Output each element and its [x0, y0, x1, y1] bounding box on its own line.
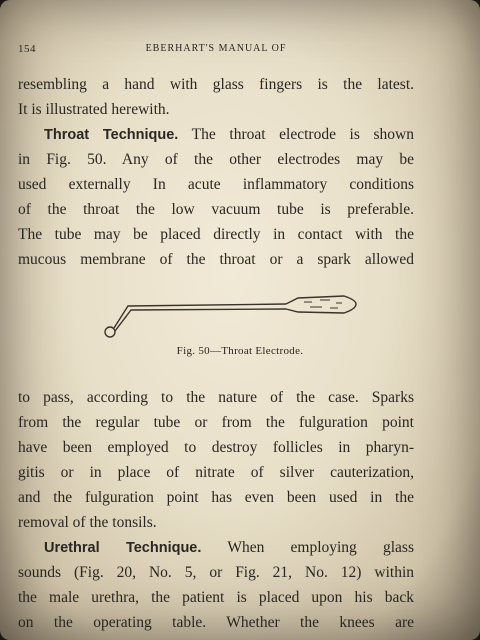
text-line: from the regular tube or from the fulguration point: [18, 414, 414, 431]
electrode-handle: [286, 296, 356, 313]
throat-technique-heading: Throat Technique.: [44, 127, 179, 143]
urethral-technique-heading: Urethral Technique.: [44, 540, 202, 556]
text-fragment: The throat electrode is shown: [178, 126, 414, 143]
running-head-title: EBERHART'S MANUAL OF: [145, 43, 287, 54]
text-line: have been employed to destroy follicles in pharyn-: [18, 439, 414, 456]
text-line: The tube may be placed directly in contact with the: [18, 226, 414, 243]
text-line: sounds (Fig. 20, No. 5, or Fig. 21, No. 12) within: [18, 564, 414, 581]
text-line: gitis or in place of nitrate of silver cauterization,: [18, 464, 414, 481]
text-line: used externally In acute inflammatory conditions: [18, 176, 414, 193]
text-line: the male urethra, the patient is placed upon his back: [18, 589, 414, 606]
text-line: to pass, according to the nature of the case. Sparks: [18, 389, 414, 406]
figure-caption: Fig. 50—Throat Electrode.: [176, 345, 304, 357]
urethral-technique-first-line: [18, 535, 414, 560]
electrode-stem-upper: [114, 304, 286, 328]
text-line: of the throat the low vacuum tube is preferable.: [18, 201, 414, 218]
text-line: mucous membrane of the throat or a spark allowed: [18, 251, 414, 268]
electrode-stem-lower: [115, 309, 286, 331]
text-fragment: When employing glass: [201, 539, 414, 556]
text-line: in Fig. 50. Any of the other electrodes may be: [18, 151, 414, 168]
throat-electrode-illustration: [90, 288, 380, 348]
electrode-handle-texture: [304, 300, 342, 308]
page-number: 154: [18, 43, 36, 55]
text-line: and the fulguration point has even been used in the: [18, 489, 414, 506]
text-line: resembling a hand with glass fingers is the latest.: [18, 76, 414, 93]
electrode-bulb-tip: [105, 327, 115, 337]
text-line: removal of the tonsils.: [18, 514, 157, 531]
lower-text-block: [18, 385, 414, 635]
upper-text-block: [18, 72, 414, 272]
text-line: on the operating table. Whether the knees are: [18, 614, 414, 631]
running-head: [18, 40, 414, 60]
throat-technique-first-line: [18, 122, 414, 147]
text-line: It is illustrated herewith.: [18, 101, 170, 118]
